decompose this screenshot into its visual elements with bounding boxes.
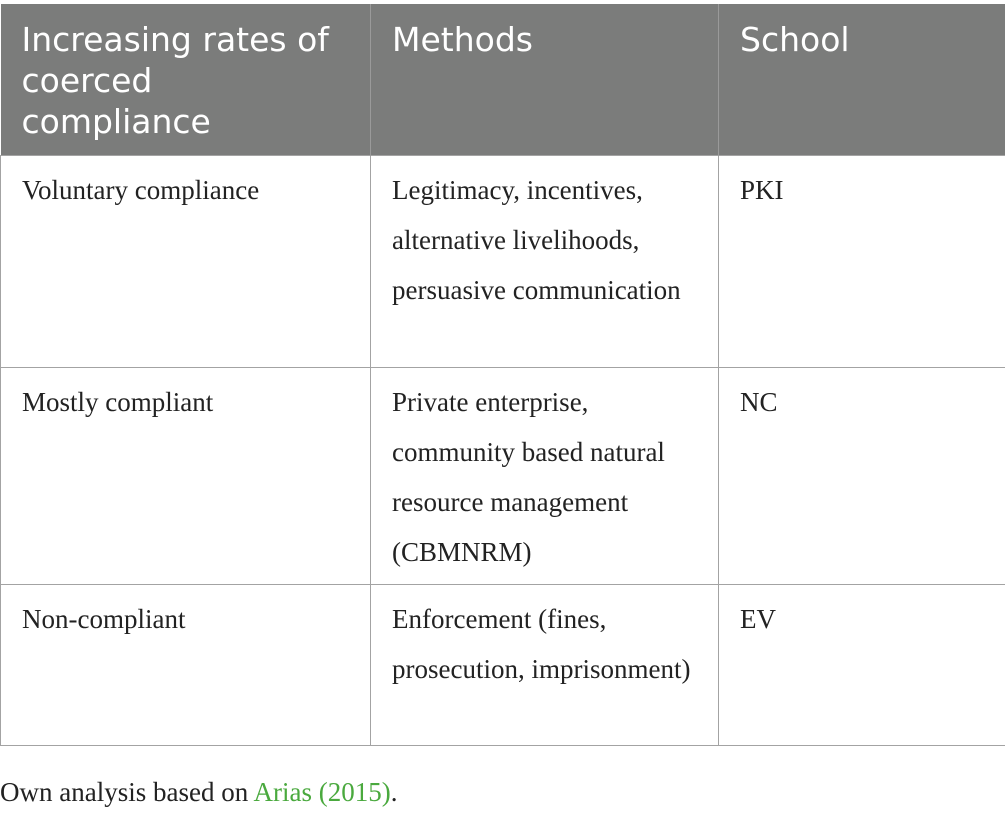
reference-link[interactable]: Arias (2015) [253, 777, 391, 807]
compliance-table-container [0, 4, 1005, 746]
cell-compliance: Mostly compliant [1, 368, 371, 585]
header-row [1, 4, 1005, 156]
table-body [1, 156, 1005, 746]
cell-methods: Legitimacy, incentives, alternative livelihoods, persuasive communication [371, 156, 719, 368]
header-methods: Methods [371, 4, 719, 156]
table-row [1, 368, 1005, 585]
cell-school: EV [719, 585, 1005, 746]
cell-compliance: Voluntary compliance [1, 156, 371, 368]
table-header [1, 4, 1005, 156]
caption-period: . [390, 777, 398, 807]
caption-text: Own analysis based on [0, 777, 254, 807]
cell-compliance: Non-compliant [1, 585, 371, 746]
cell-school: PKI [719, 156, 1005, 368]
cell-methods: Enforcement (fines, prosecution, imprisonment) [371, 585, 719, 746]
cell-methods: Private enterprise, community based natural resource management (CBMNRM) [371, 368, 719, 585]
table-caption [0, 777, 397, 808]
header-school: School [719, 4, 1005, 156]
table-row [1, 156, 1005, 368]
compliance-table [0, 4, 1005, 746]
header-compliance: Increasing rates of coerced compliance [1, 4, 371, 156]
table-row [1, 585, 1005, 746]
cell-school: NC [719, 368, 1005, 585]
